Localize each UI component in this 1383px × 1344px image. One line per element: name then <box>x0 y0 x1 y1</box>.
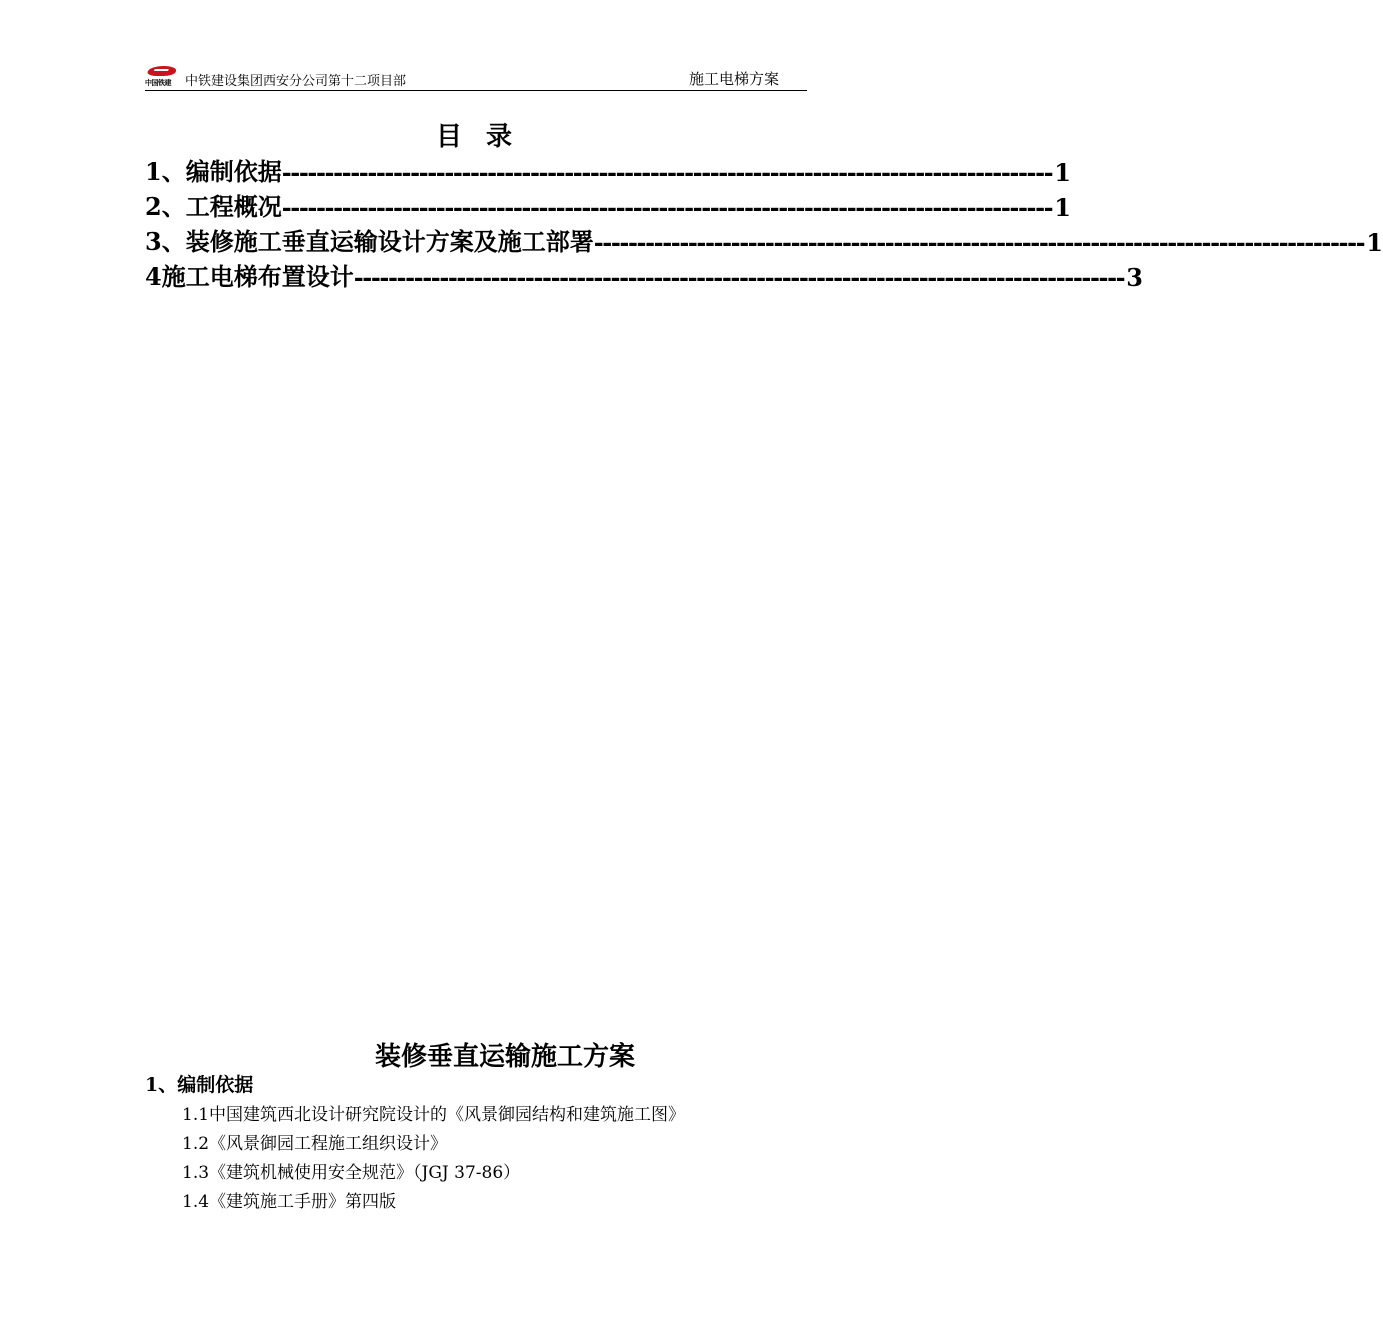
logo-text: 中国铁建 <box>145 79 171 87</box>
toc-leader: ------------------------------------------------------------------------------------------ <box>281 158 1053 187</box>
toc-item-page: 3 <box>1126 263 1143 292</box>
toc-item[interactable] <box>145 152 1071 187</box>
toc-title-text: 目 录 <box>435 122 515 152</box>
section-heading: 1、编制依据 <box>145 1074 254 1096</box>
list-item: 1.2《风景御园工程施工组织设计》 <box>182 1134 448 1154</box>
list-item: 1.1中国建筑西北设计研究院设计的《风景御园结构和建筑施工图》 <box>182 1105 686 1125</box>
document-title: 装修垂直运输施工方案 <box>374 1042 635 1072</box>
toc-item[interactable] <box>145 222 1383 257</box>
toc-item[interactable] <box>145 257 1143 292</box>
crcc-logo-icon <box>146 66 178 76</box>
toc-leader: ------------------------------------------------------------------------------------------ <box>353 263 1125 292</box>
toc-title <box>0 116 950 153</box>
list-item: 1.4《建筑施工手册》第四版 <box>182 1192 397 1212</box>
company-logo <box>145 64 179 90</box>
list-item: 1.3《建筑机械使用安全规范》（JGJ 37-86） <box>182 1163 521 1183</box>
toc-leader: ------------------------------------------------------------------------------------------ <box>281 193 1053 222</box>
toc-item-label: 4施工电梯布置设计 <box>145 262 354 291</box>
toc-item-label: 1、编制依据 <box>145 157 282 186</box>
toc-item-page: 1 <box>1366 228 1383 257</box>
header-doc-name: 施工电梯方案 <box>688 70 779 88</box>
section-list <box>182 1100 685 1216</box>
toc-item-page: 1 <box>1054 158 1071 187</box>
toc-item-label: 2、工程概况 <box>145 192 282 221</box>
table-of-contents <box>145 152 1383 292</box>
page-header <box>145 62 807 91</box>
company-name: 中铁建设集团西安分公司第十二项目部 <box>185 74 407 89</box>
toc-leader: ------------------------------------------------------------------------------------------ <box>593 228 1365 257</box>
toc-item[interactable] <box>145 187 1071 222</box>
toc-item-label: 3、装修施工垂直运输设计方案及施工部署 <box>145 227 594 256</box>
toc-item-page: 1 <box>1054 193 1071 222</box>
